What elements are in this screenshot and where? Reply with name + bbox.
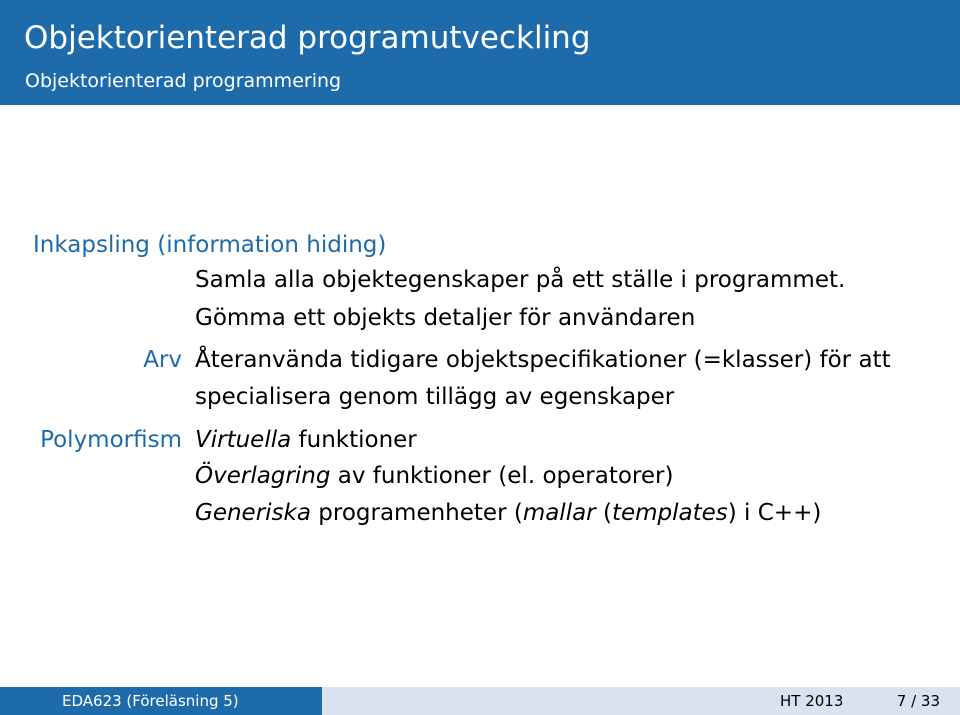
- arv-line-2: specialisera genom tillägg av egenskaper: [195, 384, 675, 410]
- footer-left-panel: [0, 687, 322, 715]
- slide-title: Objektorienterad programutveckling: [24, 20, 591, 56]
- polymorfism-line-2: [195, 462, 673, 490]
- slide-subtitle: Objektorienterad programmering: [25, 70, 342, 92]
- polymorfism-line-1: [195, 426, 417, 454]
- polymorfism-line-3: [195, 499, 821, 527]
- polymorfism-line-1-rest: funktioner: [291, 427, 417, 453]
- footer-course: EDA623 (Föreläsning 5): [62, 692, 239, 710]
- footer-right-panel: [322, 687, 960, 715]
- polymorfism-line-3-end: ) i C++): [727, 500, 822, 526]
- inkapsling-line-1: Samla alla objektegenskaper på ett ställe i programmet.: [195, 267, 846, 293]
- slide-footer: [0, 687, 960, 715]
- inkapsling-line-2: Gömma ett objekts detaljer för användaren: [195, 305, 696, 331]
- polymorfism-line-2-rest: av funktioner (el. operatorer): [330, 463, 674, 489]
- overlagring-text: Överlagring: [195, 463, 331, 489]
- footer-term: HT 2013: [780, 692, 844, 710]
- generiska-text: Generiska: [195, 500, 311, 526]
- footer-page-number: 7 / 33: [896, 692, 940, 710]
- term-arv: Arv: [143, 347, 182, 373]
- templates-text: templates: [611, 500, 728, 526]
- polymorfism-line-3-mid1: programenheter (: [310, 500, 523, 526]
- arv-line-1: Återanvända tidigare objektspecifikationer (=klasser) för att: [195, 347, 891, 373]
- virtuella-text: Virtuella: [195, 427, 292, 453]
- term-inkapsling: Inkapsling (information hiding): [33, 232, 387, 258]
- mallar-text: mallar: [522, 500, 596, 526]
- term-polymorfism: Polymorfism: [40, 427, 182, 453]
- polymorfism-line-3-mid2: (: [595, 500, 612, 526]
